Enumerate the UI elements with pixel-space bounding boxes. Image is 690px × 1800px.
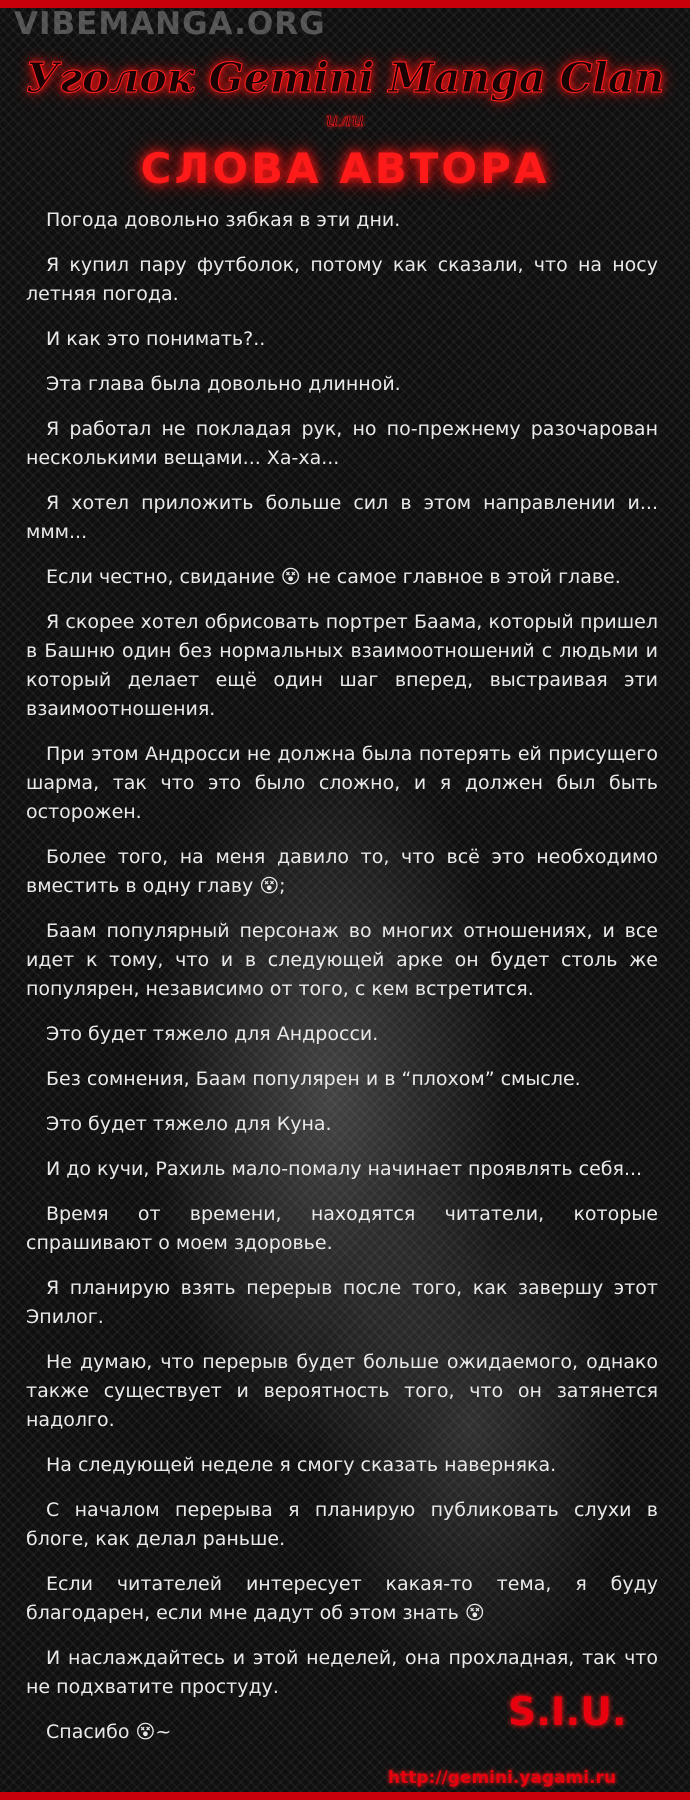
section-heading: СЛОВА АВТОРА (140, 144, 550, 193)
paragraph: Не думаю, что перерыв будет больше ожидаемого, однако также существует и вероятность того, что он затянется надолго. (26, 1351, 658, 1431)
paragraph: На следующей неделе я смогу сказать наверняка. (46, 1454, 557, 1476)
signature: S.I.U. (508, 1690, 627, 1735)
paragraph: Баам популярный персонаж во многих отношениях, и все идет к тому, что и в следующей арке он будет столь же популярен, независимо от того, с кем встретится. (26, 920, 658, 1000)
paragraph: Я планирую взять перерыв после того, как завершу этот Эпилог. (26, 1277, 658, 1328)
paragraph: Время от времени, находятся читатели, которые спрашивают о моем здоровье. (26, 1203, 658, 1254)
paragraph: С началом перерыва я планирую публиковать слухи в блоге, как делал раньше. (26, 1499, 658, 1550)
paragraph: Более того, на меня давило то, что всё это необходимо вместить в одну главу 😵; (26, 846, 658, 897)
paragraph: И как это понимать?.. (46, 328, 266, 350)
paragraph: Я скорее хотел обрисовать портрет Баама, который пришел в Башню один без нормальных взаимоотношений с людьми и который делает ещё один шаг вперед, выстраивая эти взаимоотношения. (26, 611, 658, 720)
title-connector: или (325, 107, 365, 131)
watermark: VIBEMANGA.ORG (14, 6, 326, 42)
paragraph: И до кучи, Рахиль мало-помалу начинает проявлять себя... (46, 1158, 643, 1180)
site-link[interactable]: http://gemini.yagami.ru (388, 1768, 617, 1788)
paragraph: Если читателей интересует какая-то тема, я буду благодарен, если мне дадут об этом знать 😵 (26, 1573, 658, 1624)
paragraph: Если честно, свидание 😵 не самое главное в этой главе. (46, 566, 621, 588)
author-notes (26, 206, 658, 1763)
paragraph: Это будет тяжело для Андросси. (46, 1023, 379, 1045)
paragraph: Спасибо 😵~ (46, 1721, 172, 1743)
bottom-red-bar (0, 1792, 690, 1800)
paragraph: Эта глава была довольно длинной. (46, 373, 401, 395)
paragraph: При этом Андросси не должна была потерять ей присущего шарма, так что это было сложно, и я должен был быть осторожен. (26, 743, 658, 823)
paragraph: Погода довольно зябкая в эти дни. (46, 209, 401, 231)
page-title: Уголок Gemini Manga Clan (25, 54, 665, 102)
paragraph: Я купил пару футболок, потому как сказали, что на носу летняя погода. (26, 254, 658, 305)
paragraph: Это будет тяжело для Куна. (46, 1113, 332, 1135)
paragraph: Без сомнения, Баам популярен и в “плохом” смысле. (46, 1068, 581, 1090)
paragraph: Я работал не покладая рук, но по-прежнему разочарован несколькими вещами... Ха-ха... (26, 418, 658, 469)
paragraph: Я хотел приложить больше сил в этом направлении и... ммм... (26, 492, 658, 543)
paragraph: И наслаждайтесь и этой неделей, она прохладная, так что не подхватите простуду. (26, 1647, 658, 1698)
